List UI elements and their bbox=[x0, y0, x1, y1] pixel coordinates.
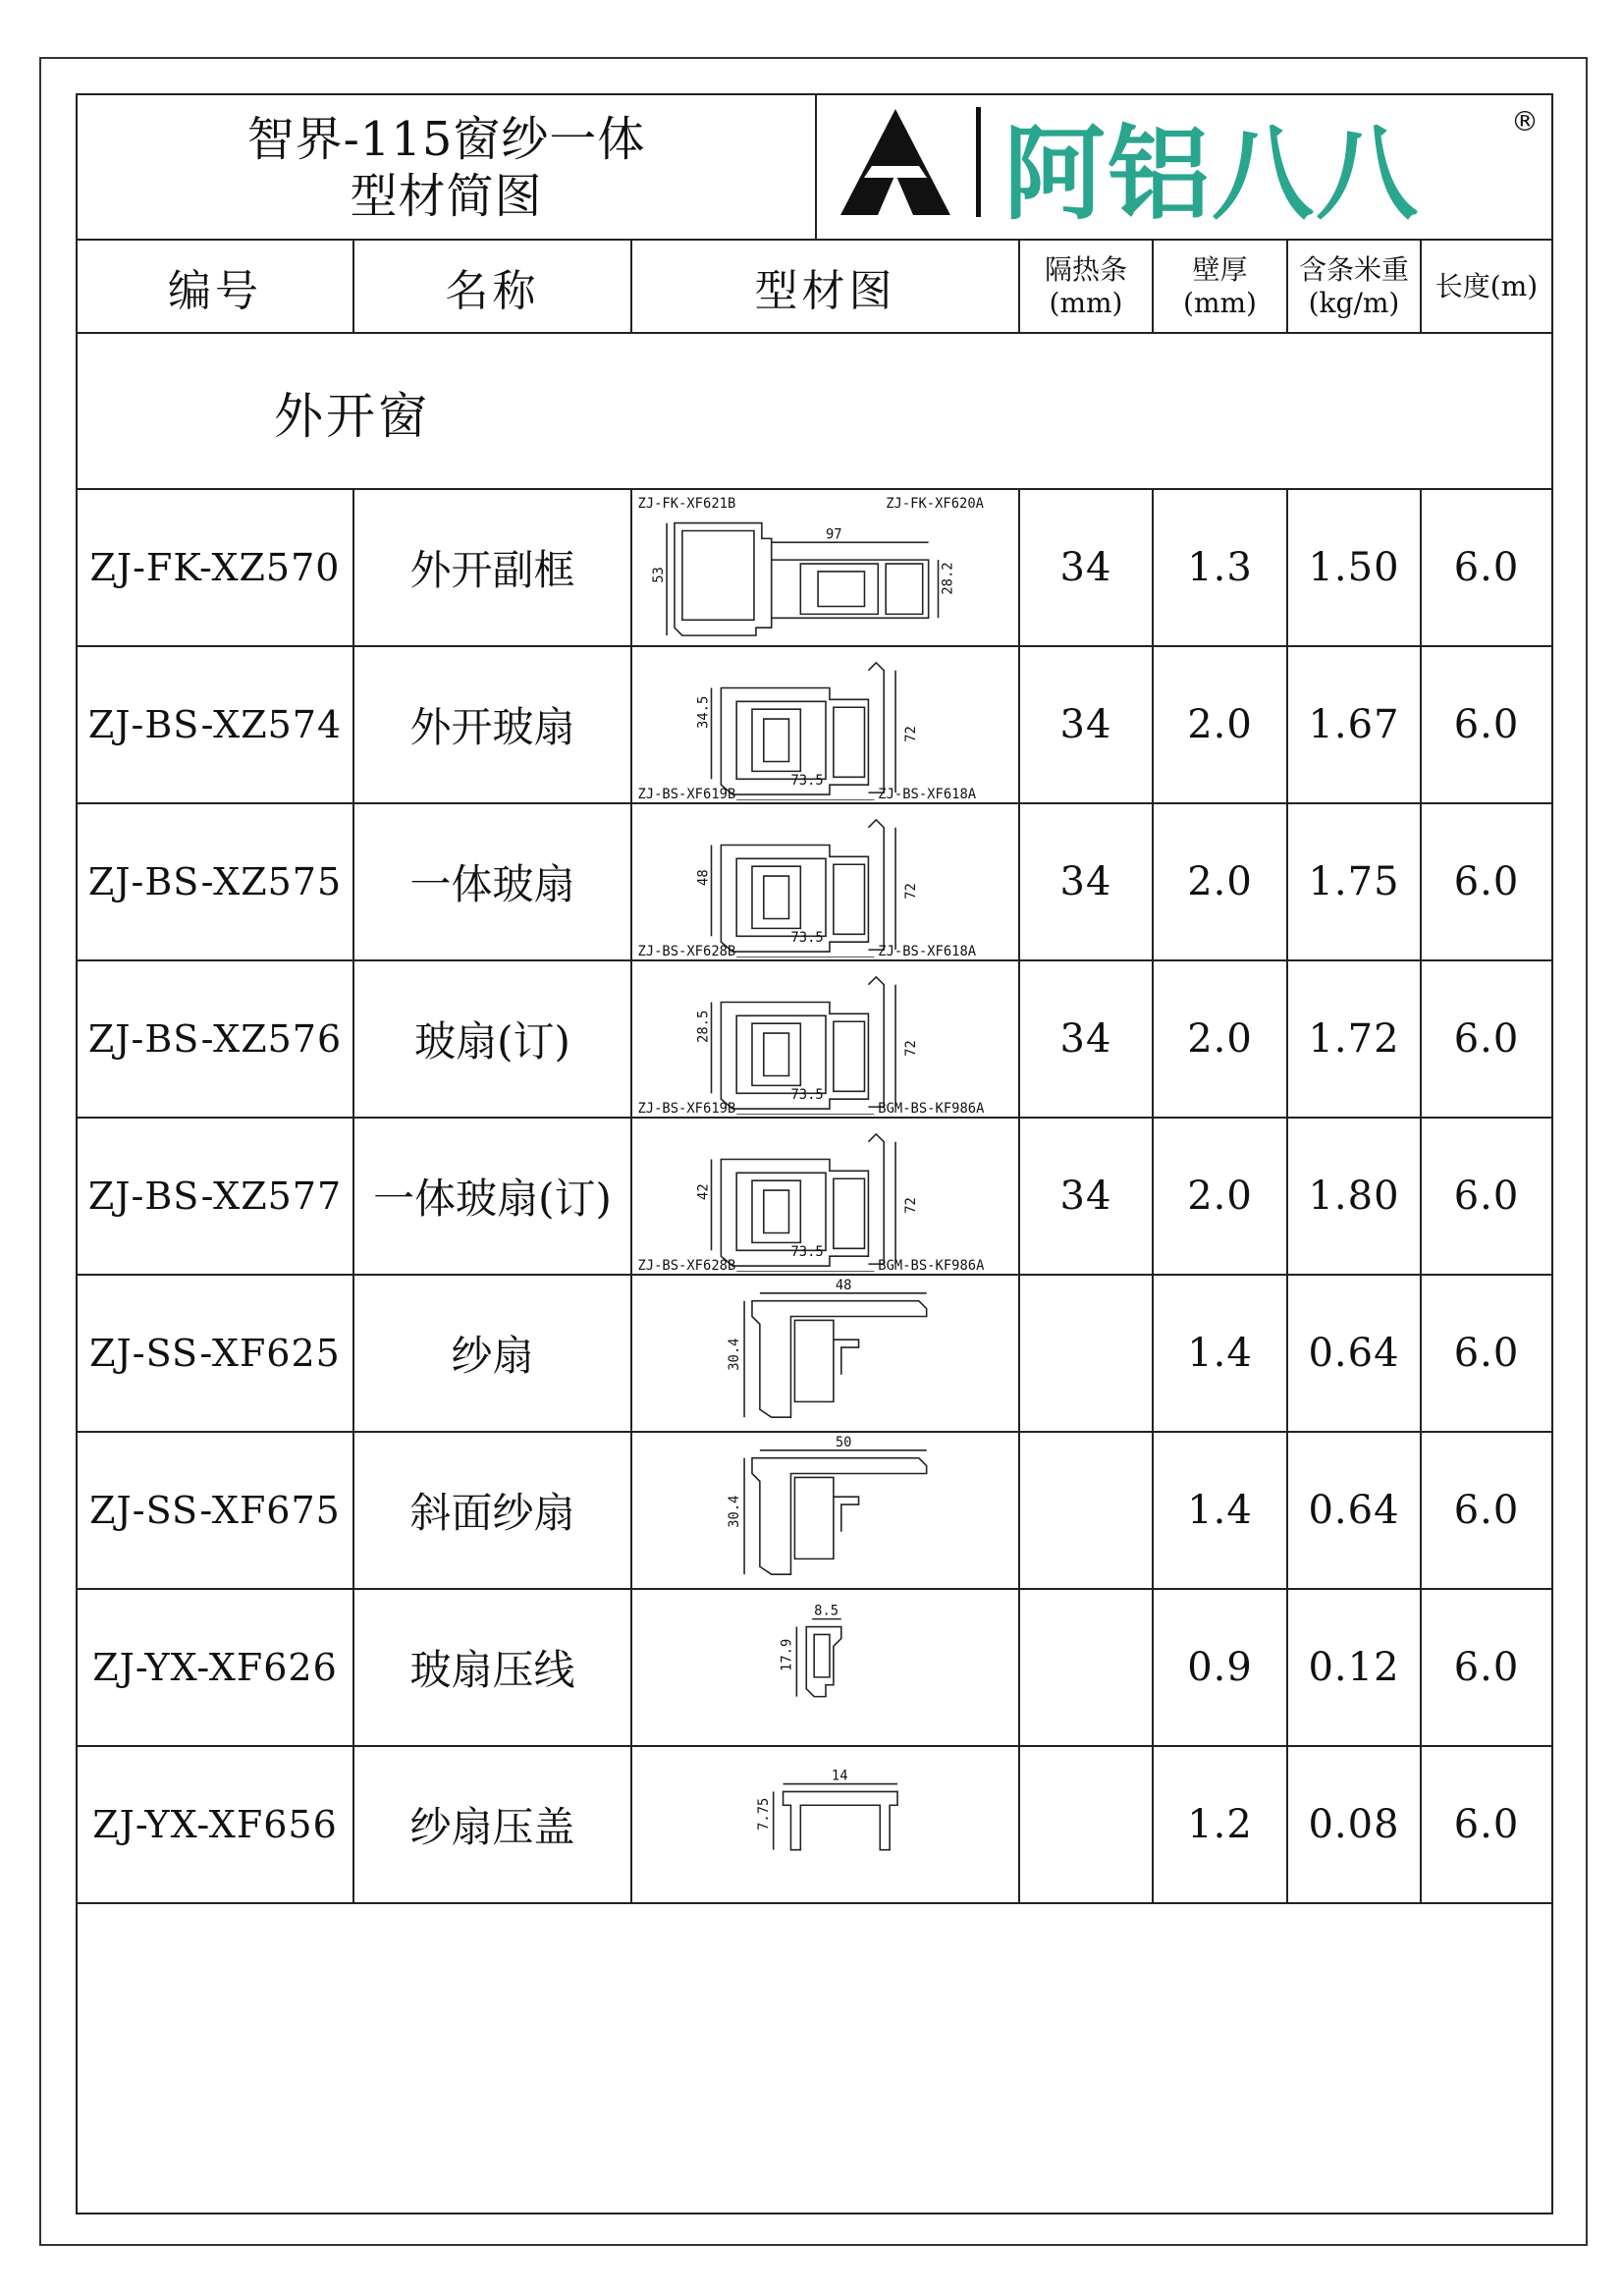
header-weight-unit: (kg/m) bbox=[1308, 286, 1400, 319]
cell-wall bbox=[1154, 1119, 1288, 1274]
profile-diagram bbox=[633, 1435, 1017, 1586]
cell-strip bbox=[1020, 804, 1154, 959]
part-tag-b: ZJ-BS-XF618A bbox=[878, 787, 977, 800]
dimension-left: 28.5 bbox=[695, 1010, 712, 1043]
profile-diagram bbox=[633, 963, 1017, 1115]
profile-diagram bbox=[633, 1592, 1017, 1743]
length-value: 6.0 bbox=[1453, 1174, 1520, 1219]
strip-value: 34 bbox=[1059, 545, 1112, 590]
name-value: 斜面纱扇 bbox=[409, 1489, 575, 1537]
brand-logo bbox=[817, 95, 1551, 241]
cell-weight bbox=[1288, 1590, 1422, 1745]
weight-value: 1.72 bbox=[1308, 1016, 1400, 1062]
cell-length bbox=[1422, 647, 1551, 802]
dimension-bottom: 73.5 bbox=[790, 1087, 824, 1104]
weight-value: 1.67 bbox=[1308, 702, 1400, 747]
logo-graphic bbox=[817, 95, 1551, 241]
registered-mark: ® bbox=[1511, 105, 1539, 137]
dimension-right: 72 bbox=[902, 726, 919, 742]
cell-name bbox=[354, 961, 632, 1117]
code-value: ZJ-BS-XZ574 bbox=[87, 703, 343, 746]
profile-diagram bbox=[633, 1121, 1017, 1272]
wall-value: 2.0 bbox=[1187, 1016, 1253, 1062]
part-tag-b: ZJ-BS-XF618A bbox=[878, 944, 977, 957]
strip-value: 34 bbox=[1059, 859, 1112, 904]
weight-value: 0.08 bbox=[1308, 1802, 1400, 1847]
cell-weight bbox=[1288, 804, 1422, 959]
wall-value: 1.2 bbox=[1187, 1802, 1253, 1847]
part-tag-b: BGM-BS-KF986A bbox=[878, 1101, 985, 1115]
cell-length bbox=[1422, 1433, 1551, 1588]
code-value: ZJ-BS-XZ575 bbox=[87, 860, 343, 903]
dimension-right: 72 bbox=[902, 1040, 919, 1057]
table-row bbox=[78, 1276, 1551, 1433]
header-length bbox=[1422, 241, 1551, 332]
weight-value: 1.75 bbox=[1308, 859, 1400, 904]
part-tag-a: ZJ-BS-XF619B bbox=[637, 1101, 736, 1115]
profile-drawing bbox=[744, 1293, 927, 1417]
header-wall-label: 壁厚 bbox=[1192, 252, 1248, 286]
cell-weight bbox=[1288, 1276, 1422, 1431]
cell-strip bbox=[1020, 647, 1154, 802]
cell-name bbox=[354, 1590, 632, 1745]
wall-value: 1.4 bbox=[1187, 1488, 1253, 1533]
cell-code bbox=[78, 1119, 354, 1274]
name-value: 外开副框 bbox=[409, 546, 575, 594]
profile-drawing bbox=[774, 1784, 897, 1850]
dimension-depth: 28.2 bbox=[940, 562, 956, 595]
part-tag-a: ZJ-BS-XF619B bbox=[637, 787, 736, 800]
dimension-width: 8.5 bbox=[814, 1603, 839, 1619]
cell-drawing bbox=[632, 804, 1020, 959]
cell-length bbox=[1422, 961, 1551, 1117]
title-cell bbox=[78, 95, 817, 241]
cell-wall bbox=[1154, 804, 1288, 959]
table-row bbox=[78, 1590, 1551, 1747]
profile-diagram bbox=[633, 1749, 1017, 1900]
profile-diagram bbox=[633, 649, 1017, 800]
header-strip-unit: (mm) bbox=[1049, 286, 1123, 319]
part-tag-a: ZJ-FK-XF621B bbox=[637, 495, 736, 512]
code-value: ZJ-SS-XF625 bbox=[89, 1332, 341, 1375]
cell-name bbox=[354, 1433, 632, 1588]
part-tag-b: BGM-BS-KF986A bbox=[878, 1258, 985, 1272]
table-row bbox=[78, 647, 1551, 804]
name-value: 纱扇压盖 bbox=[409, 1803, 575, 1851]
name-value: 外开玻扇 bbox=[409, 703, 575, 751]
dimension-width: 97 bbox=[825, 526, 842, 543]
cell-name bbox=[354, 1276, 632, 1431]
cell-code bbox=[78, 1276, 354, 1431]
logo-divider bbox=[976, 107, 981, 217]
cell-name bbox=[354, 1119, 632, 1274]
header-code bbox=[78, 241, 354, 332]
header-name-label: 名称 bbox=[445, 265, 540, 316]
table-row bbox=[78, 804, 1551, 961]
cell-weight bbox=[1288, 1747, 1422, 1902]
cell-strip bbox=[1020, 961, 1154, 1117]
dimension-width: 14 bbox=[831, 1768, 848, 1784]
header-length-label: 长度(m) bbox=[1434, 269, 1539, 302]
length-value: 6.0 bbox=[1453, 545, 1520, 590]
table-row bbox=[78, 1433, 1551, 1590]
cell-drawing bbox=[632, 490, 1020, 645]
cell-length bbox=[1422, 1590, 1551, 1745]
cell-name bbox=[354, 647, 632, 802]
dimension-height: 30.4 bbox=[727, 1338, 743, 1371]
dimension-height: 53 bbox=[651, 567, 668, 583]
section-row bbox=[78, 334, 1551, 490]
header-code-label: 编号 bbox=[168, 265, 262, 316]
name-value: 玻扇压线 bbox=[409, 1646, 575, 1694]
table-row bbox=[78, 1747, 1551, 1904]
cell-drawing bbox=[632, 1119, 1020, 1274]
dimension-left: 34.5 bbox=[695, 695, 712, 729]
code-value: ZJ-FK-XZ570 bbox=[89, 546, 341, 589]
header-strip-label: 隔热条 bbox=[1044, 252, 1127, 286]
dimension-right: 72 bbox=[902, 1197, 919, 1214]
cell-length bbox=[1422, 1119, 1551, 1274]
wall-value: 2.0 bbox=[1187, 1174, 1253, 1219]
code-value: ZJ-YX-XF626 bbox=[92, 1646, 338, 1689]
weight-value: 0.64 bbox=[1308, 1331, 1400, 1376]
strip-value: 34 bbox=[1059, 1016, 1112, 1062]
cell-code bbox=[78, 804, 354, 959]
length-value: 6.0 bbox=[1453, 702, 1520, 747]
dimension-left: 48 bbox=[695, 869, 712, 886]
cell-wall bbox=[1154, 1590, 1288, 1745]
name-value: 一体玻扇(订) bbox=[373, 1175, 612, 1223]
header-weight-label: 含条米重 bbox=[1298, 252, 1409, 286]
code-value: ZJ-BS-XZ577 bbox=[87, 1175, 343, 1218]
dimension-width: 50 bbox=[835, 1435, 852, 1450]
part-tag-b: ZJ-FK-XF620A bbox=[886, 495, 984, 512]
dimension-bottom: 73.5 bbox=[790, 773, 824, 790]
spec-sheet bbox=[76, 93, 1553, 2214]
strip-value: 34 bbox=[1059, 702, 1112, 747]
cell-wall bbox=[1154, 1747, 1288, 1902]
triangle-logo-icon bbox=[840, 109, 950, 215]
header-drawing bbox=[632, 241, 1020, 332]
title-row bbox=[78, 95, 1551, 241]
cell-name bbox=[354, 1747, 632, 1902]
cell-wall bbox=[1154, 961, 1288, 1117]
header-drawing-label: 型材图 bbox=[754, 265, 896, 316]
header-wall-unit: (mm) bbox=[1183, 286, 1257, 319]
cell-drawing bbox=[632, 1747, 1020, 1902]
length-value: 6.0 bbox=[1453, 1016, 1520, 1062]
cell-code bbox=[78, 961, 354, 1117]
cell-code bbox=[78, 1433, 354, 1588]
wall-value: 0.9 bbox=[1187, 1645, 1253, 1690]
name-value: 纱扇 bbox=[451, 1332, 534, 1380]
cell-code bbox=[78, 1590, 354, 1745]
name-value: 一体玻扇 bbox=[409, 860, 575, 908]
cell-wall bbox=[1154, 1433, 1288, 1588]
dimension-bottom: 73.5 bbox=[790, 930, 824, 947]
table-row bbox=[78, 1119, 1551, 1276]
dimension-height: 17.9 bbox=[779, 1638, 795, 1671]
cell-strip bbox=[1020, 1747, 1154, 1902]
cell-name bbox=[354, 490, 632, 645]
table-header bbox=[78, 241, 1551, 334]
dimension-right: 72 bbox=[902, 883, 919, 900]
length-value: 6.0 bbox=[1453, 1802, 1520, 1847]
cell-wall bbox=[1154, 647, 1288, 802]
cell-weight bbox=[1288, 1119, 1422, 1274]
dimension-width: 48 bbox=[835, 1278, 852, 1293]
length-value: 6.0 bbox=[1453, 1488, 1520, 1533]
cell-weight bbox=[1288, 490, 1422, 645]
wall-value: 1.3 bbox=[1187, 545, 1253, 590]
cell-strip bbox=[1020, 1119, 1154, 1274]
cell-weight bbox=[1288, 1433, 1422, 1588]
cell-strip bbox=[1020, 1433, 1154, 1588]
part-tag-a: ZJ-BS-XF628B bbox=[637, 944, 736, 957]
cell-name bbox=[354, 804, 632, 959]
dimension-height: 7.75 bbox=[755, 1797, 772, 1831]
cell-strip bbox=[1020, 1590, 1154, 1745]
dimension-height: 30.4 bbox=[727, 1495, 743, 1528]
wall-value: 1.4 bbox=[1187, 1331, 1253, 1376]
dimension-left: 42 bbox=[695, 1183, 712, 1200]
weight-value: 0.64 bbox=[1308, 1488, 1400, 1533]
header-weight bbox=[1288, 241, 1422, 332]
cell-wall bbox=[1154, 1276, 1288, 1431]
cell-code bbox=[78, 490, 354, 645]
wall-value: 2.0 bbox=[1187, 859, 1253, 904]
dimension-bottom: 73.5 bbox=[790, 1244, 824, 1261]
cell-code bbox=[78, 1747, 354, 1902]
profile-drawing bbox=[667, 523, 938, 636]
cell-weight bbox=[1288, 647, 1422, 802]
weight-value: 1.80 bbox=[1308, 1174, 1400, 1219]
cell-code bbox=[78, 647, 354, 802]
brand-name: 阿铝八八 bbox=[1003, 114, 1421, 234]
weight-value: 0.12 bbox=[1308, 1645, 1400, 1690]
table-row bbox=[78, 490, 1551, 647]
table-row bbox=[78, 961, 1551, 1119]
cell-length bbox=[1422, 1747, 1551, 1902]
cell-drawing bbox=[632, 1276, 1020, 1431]
profile-diagram bbox=[633, 492, 1017, 643]
code-value: ZJ-YX-XF656 bbox=[92, 1803, 338, 1846]
part-tag-a: ZJ-BS-XF628B bbox=[637, 1258, 736, 1272]
profile-drawing bbox=[796, 1619, 840, 1697]
weight-value: 1.50 bbox=[1308, 545, 1400, 590]
profile-drawing bbox=[744, 1450, 927, 1574]
profile-diagram bbox=[633, 806, 1017, 957]
cell-wall bbox=[1154, 490, 1288, 645]
cell-weight bbox=[1288, 961, 1422, 1117]
cell-drawing bbox=[632, 961, 1020, 1117]
title-line-2: 型材简图 bbox=[350, 169, 543, 224]
length-value: 6.0 bbox=[1453, 1331, 1520, 1376]
header-wall bbox=[1154, 241, 1288, 332]
cell-length bbox=[1422, 804, 1551, 959]
strip-value: 34 bbox=[1059, 1174, 1112, 1219]
header-strip bbox=[1020, 241, 1154, 332]
cell-length bbox=[1422, 490, 1551, 645]
name-value: 玻扇(订) bbox=[414, 1017, 570, 1066]
length-value: 6.0 bbox=[1453, 1645, 1520, 1690]
profile-diagram bbox=[633, 1278, 1017, 1429]
section-label: 外开窗 bbox=[274, 388, 430, 445]
cell-drawing bbox=[632, 647, 1020, 802]
wall-value: 2.0 bbox=[1187, 702, 1253, 747]
cell-length bbox=[1422, 1276, 1551, 1431]
cell-drawing bbox=[632, 1590, 1020, 1745]
cell-strip bbox=[1020, 1276, 1154, 1431]
code-value: ZJ-BS-XZ576 bbox=[87, 1017, 343, 1061]
title-line-1: 智界-115窗纱一体 bbox=[246, 112, 646, 167]
cell-strip bbox=[1020, 490, 1154, 645]
length-value: 6.0 bbox=[1453, 859, 1520, 904]
code-value: ZJ-SS-XF675 bbox=[89, 1489, 341, 1532]
header-name bbox=[354, 241, 632, 332]
cell-drawing bbox=[632, 1433, 1020, 1588]
